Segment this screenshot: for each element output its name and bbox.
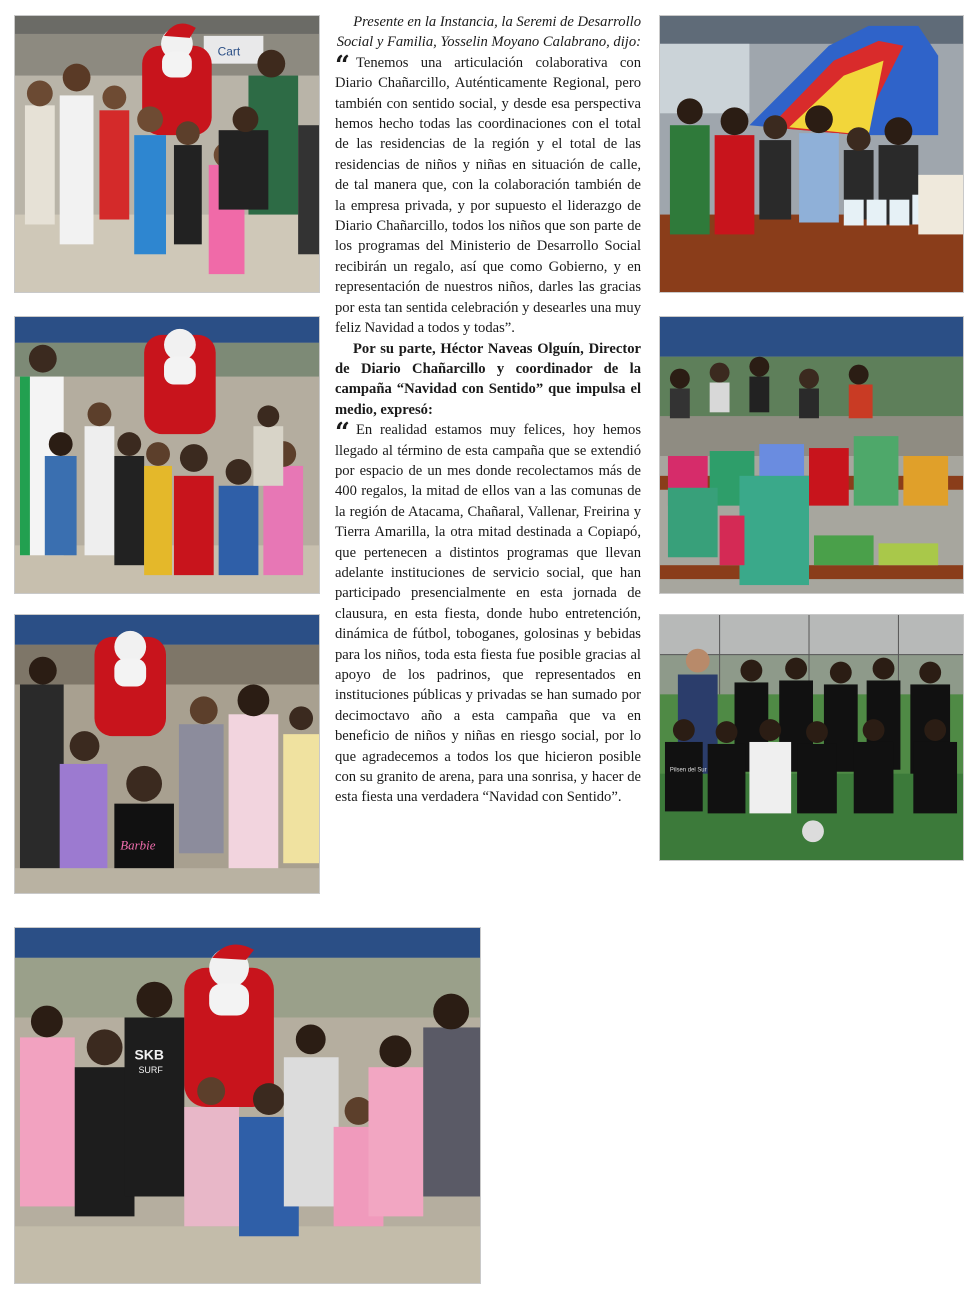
barbie-shirt-text: Barbie (120, 837, 156, 853)
intro-paragraph: Presente en la Instancia, la Seremi de Desarrollo Social y Familia, Yosselin Moyano Calabrano, dijo: (336, 14, 641, 51)
photo-santa-group-3 (14, 614, 320, 894)
article-text-column (335, 12, 641, 808)
surf-shirt-text: SURF (138, 1065, 163, 1076)
photo-football-team (659, 614, 964, 861)
skb-shirt-text: SKB (134, 1046, 164, 1063)
director-lead-paragraph: Por su parte, Héctor Naveas Olguín, Director de Diario Chañarcillo y coordinador de la campaña “Navidad con Sentido” que impulsa el medio, expresó: (335, 340, 641, 418)
jersey-sponsor-text: Pilsen del Sur (669, 767, 707, 774)
photo-gift-tables (659, 316, 964, 594)
photo-santa-group-large (14, 927, 481, 1284)
quote-paragraph-seremi (335, 50, 641, 339)
quote-mark-icon: “ (335, 418, 350, 449)
quote-text-director: En realidad estamos muy felices, hoy hemos llegado al término de esta campaña que se extendió por espacio de un mes donde recolectamos más de 400 regalos, la mitad de ellos van a las comunas de la región de Atacama, Chañaral, Vallenar, Freirina y Tierra Amarilla, la otra mitad destinada a Copiapó, que pertenecen a distintos programas que llevan adelante instituciones de servicio social, que han participado presencialmente en esta jornada de clausura, en esta fiesta, donde hubo entretención, dinámica de fútbol, toboganes, golosinas y bebidas para los niños, toda esta fiesta fue posible gracias al apoyo de los padrinos, que representados en instituciones públicas y privadas se han sumado por decimoctavo año a esta campaña que va en beneficio de niños y niñas en riesgo social, por lo que agradecemos a todos los que hicieron posible con su granito de arena, para una sonrisa, y hacer de esta fiesta una verdadera “Navidad con Sentido”. (335, 422, 641, 806)
quote-text-seremi: Tenemos una articulación colaborativa con Diario Chañarcillo, Auténticamente Regional, pero también con sentido social, y desde esa perspectiva hemos hecho todas las coordinaciones con el total de las residencias de la región y el total de las residencias de niños y niñas en situación de calle, de tal manera que, con la colaboración también de la empresa privada, y por supuesto el liderazgo de Diario Chañarcillo, todos los niños que son parte de los programas del Ministerio de Desarrollo Social recibirán un regalo, así que como Gobierno, y en representación de nuestros niños, darles las gracias por esta tan sentida celebración y desearles una muy feliz Navidad a todos y todas”. (335, 54, 641, 337)
photo-santa-group-2 (14, 316, 320, 594)
photo-santa-group-1 (14, 15, 320, 293)
quote-paragraph-director (335, 420, 641, 808)
photo-inflatable-slide (659, 15, 964, 293)
quote-mark-icon: “ (335, 50, 350, 81)
banner-sign-text: Cart (217, 44, 241, 59)
